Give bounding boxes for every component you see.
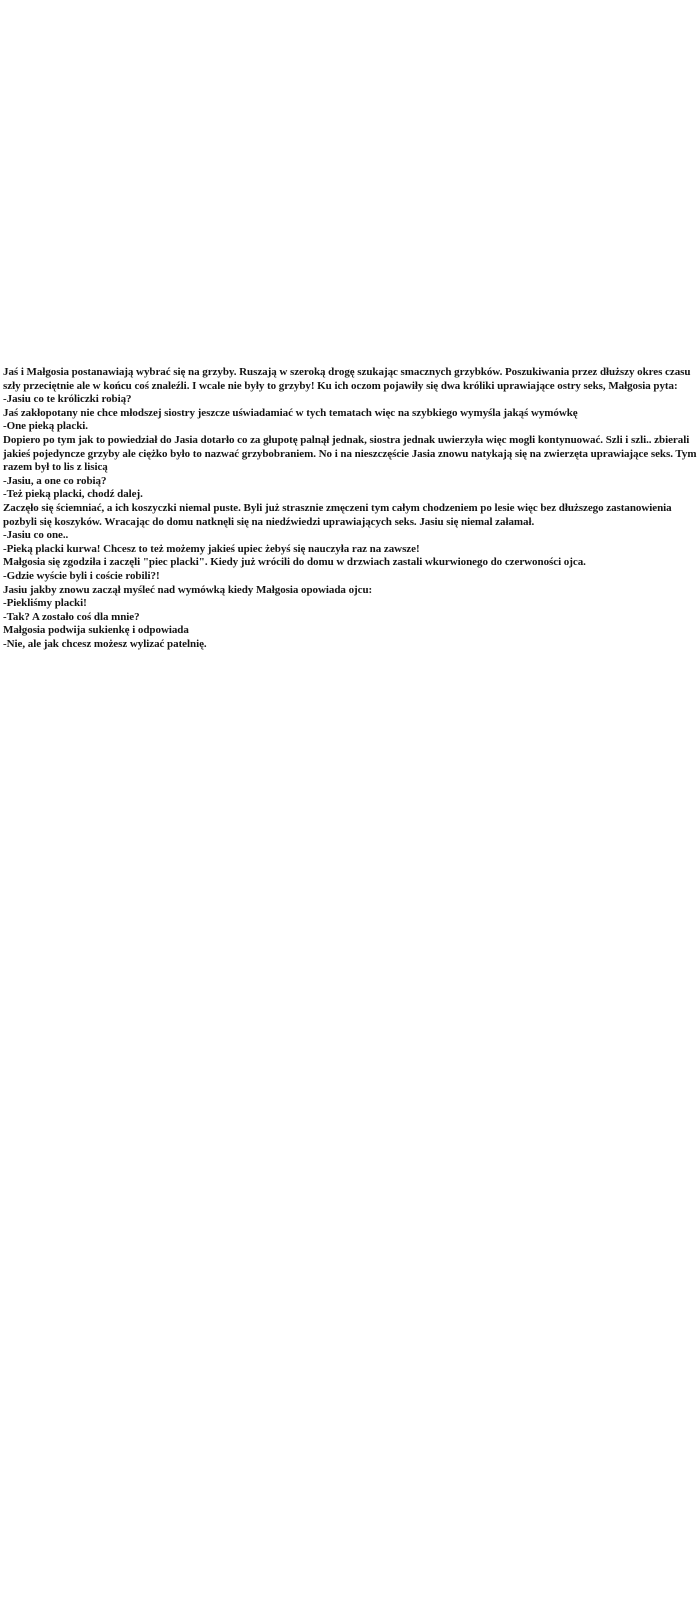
story-text	[3, 366, 698, 651]
story-line: -One pieką placki.	[3, 420, 88, 433]
story-line: razem był to lis z lisicą	[3, 461, 108, 474]
story-line: Zaczęło się ściemniać, a ich koszyczki niemal puste. Byli już strasznie zmęczeni tym całym chodzeniem po lesie więc bez dłuższego zastanowienia	[3, 501, 672, 514]
story-line: Dopiero po tym jak to powiedział do Jasia dotarło co za głupotę palnął jednak, siostra jednak uwierzyła więc mogli kontynuować. Szli i szli.. zbierali	[3, 433, 690, 446]
story-line: Jaś i Małgosia postanawiają wybrać się na grzyby. Ruszają w szeroką drogę szukając smacznych grzybków. Poszukiwania przez dłuższy okres czasu	[3, 366, 691, 378]
story-line: -Tak? A zostało coś dla mnie?	[3, 610, 140, 623]
story-line: -Nie, ale jak chcesz możesz wylizać patelnię.	[3, 637, 207, 650]
story-line: -Jasiu co one..	[3, 529, 69, 542]
story-line: -Piekliśmy placki!	[3, 597, 87, 610]
story-line: jakieś pojedyncze grzyby ale ciężko było to nazwać grzybobraniem. No i na nieszczęście Jasia znowu natykają się na zwierzęta uprawiające seks. Tym	[3, 447, 697, 460]
story-line: pozbyli się koszyków. Wracając do domu natknęli się na niedźwiedzi uprawiających seks. Jasiu się niemal załamał.	[3, 515, 535, 528]
story-line: -Jasiu co te króliczki robią?	[3, 393, 132, 406]
story-line: -Jasiu, a one co robią?	[3, 474, 107, 487]
story-line: -Gdzie wyście byli i coście robili?!	[3, 569, 160, 582]
story-line: Małgosia się zgodziła i zaczęli "piec placki". Kiedy już wrócili do domu w drzwiach zastali wkurwionego do czerwoności ojca.	[3, 556, 586, 569]
story-line: szły przeciętnie ale w końcu coś znaleźli. I wcale nie były to grzyby! Ku ich oczom pojawiły się dwa króliki uprawiające ostry seks, Małgosia pyta:	[3, 379, 678, 392]
story-line: Jasiu jakby znowu zaczął myśleć nad wymówką kiedy Małgosia opowiada ojcu:	[3, 583, 373, 596]
story-line: Jaś zakłopotany nie chce młodszej siostry jeszcze uświadamiać w tych tematach więc na szybkiego wymyśla jakąś wymówkę	[3, 406, 578, 419]
story-line: -Też pieką placki, chodź dalej.	[3, 488, 143, 501]
story-line: -Pieką placki kurwa! Chcesz to też możemy jakieś upiec żebyś się nauczyła raz na zawsze!	[3, 542, 420, 555]
story-line: Małgosia podwija sukienkę i odpowiada	[3, 624, 189, 637]
